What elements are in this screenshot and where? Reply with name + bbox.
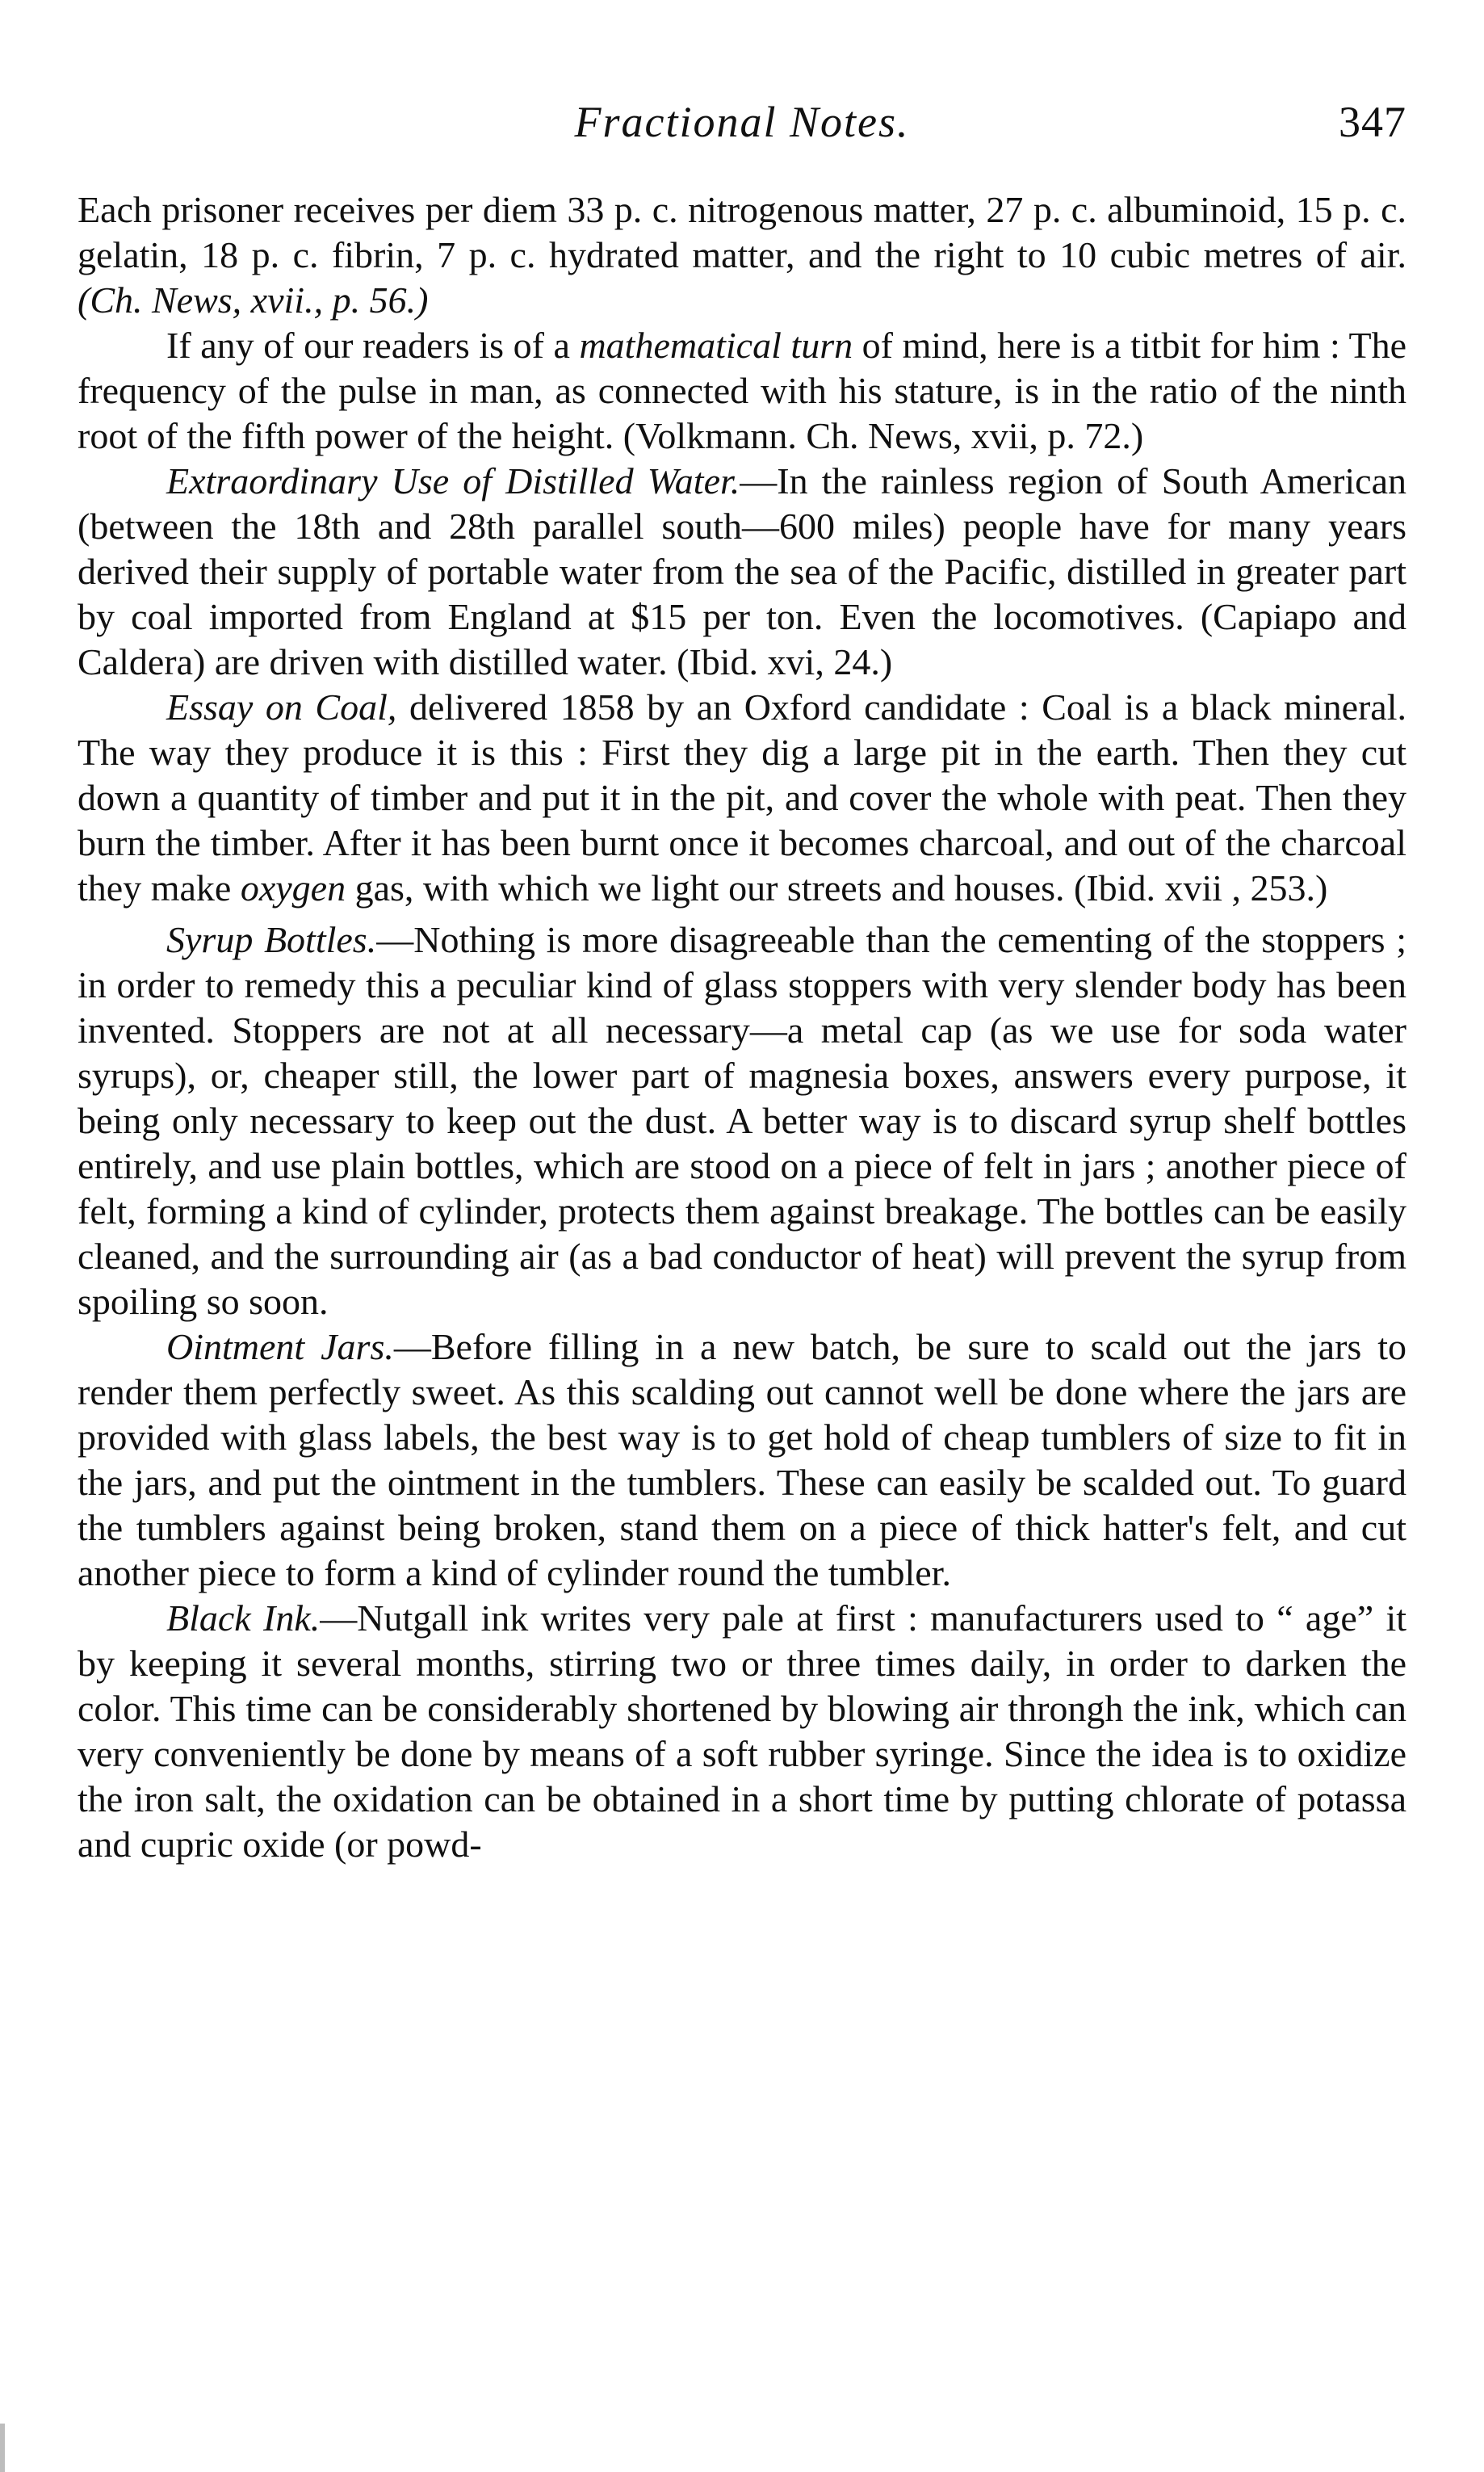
paragraph-syrup-bottles — [78, 917, 1406, 1324]
section-title: Syrup Bottles. — [166, 919, 377, 960]
citation: (Ibid. xvi, 24.) — [677, 641, 893, 682]
citation: (Volkmann. Ch. News, xvii, p. 72.) — [623, 415, 1144, 456]
paragraph-black-ink — [78, 1596, 1406, 1867]
paragraph-essay-on-coal — [78, 685, 1406, 911]
paragraph-text: Each prisoner receives per diem 33 p. c. nitrogenous matter, 27 p. c. albuminoid, 15 p. c. gelatin, 18 p. c. fibrin, 7 p. c. hydrated matter, and the right to 10 cubic metres of air. — [78, 189, 1406, 275]
paragraph-prisoner-diet — [78, 187, 1406, 323]
section-title: Extraordinary Use of Distilled Water. — [166, 460, 740, 502]
citation: (Ch. News, xvii., p. 56.) — [78, 279, 429, 321]
emphasis-text: mathematical turn — [579, 325, 853, 366]
paragraph-text: of mind, here is a titbit for him : The frequency of the pulse in man, as connected with his stature, is in the ratio of the ninth root of the fifth power of the height. — [78, 325, 1406, 456]
paragraph-ointment-jars — [78, 1324, 1406, 1596]
section-title: Ointment Jars. — [166, 1326, 394, 1367]
page-header — [78, 97, 1406, 162]
paragraph-text: —Nothing is more disagreeable than the cementing of the stoppers ; in order to remedy this a peculiar kind of glass stoppers with very slender body has been invented. Stoppers are not at all necessary—a metal cap (as we use for soda water syrups), or, cheaper still, the lower part of magnesia boxes, answers every purpose, it being only necessary to keep out the dust. A better way is to discard syrup shelf bottles entirely, and use plain bottles, which are stood on a piece of felt in jars ; another piece of felt, forming a kind of cylinder, protects them against breakage. The bottles can be easily cleaned, and the surrounding air (as a bad conductor of heat) will prevent the syrup from spoiling so soon. — [78, 919, 1406, 1322]
section-title: Black Ink. — [166, 1597, 321, 1639]
section-title: Essay on Coal, — [166, 686, 397, 728]
emphasis-text: oxygen — [240, 867, 346, 909]
paragraph-distilled-water — [78, 459, 1406, 685]
citation: (Ibid. xvii , 253.) — [1074, 867, 1328, 909]
paragraph-text: —In the rainless region of South American (between the 18th and 28th parallel south—600 miles) people have for many years derived their supply of portable water from the sea of the Pacific, distilled in greater part by coal imported from England at $15 per ton. Even the locomotives. (Capiapo and Caldera) are driven with distilled water. — [78, 460, 1407, 682]
paragraph-text: delivered 1858 by an Oxford candidate : Coal is a black mineral. The way they produce it is this : First they dig a large pit in the earth. Then they cut down a quantity of timber and put it in the pit, and cover the whole with peat. Then they burn the timber. After it has been burnt once it becomes charcoal, and out of the charcoal they make — [78, 686, 1407, 909]
running-title: Fractional Notes. — [574, 98, 910, 146]
paragraph-lead: If any of our readers is of a — [166, 325, 580, 366]
paragraph-text: —Nutgall ink writes very pale at first : manufacturers used to “ age” it by keeping it several months, stirring two or three times daily, in order to darken the color. This time can be considerably shortened by blowing air throngh the ink, which can very conveniently be done by means of a soft rubber syringe. Since the idea is to oxidize the iron salt, the oxidation can be obtained in a short time by putting chlorate of potassa and cupric oxide (or powd- — [78, 1597, 1407, 1865]
paragraph-text: —Before filling in a new batch, be sure to scald out the jars to render them perfectly sweet. As this scalding out cannot well be done where the jars are provided with glass labels, the best way is to get hold of cheap tumblers of size to fit in the jars, and put the ointment in the tumblers. These can easily be scalded out. To guard the tumblers against being broken, stand them on a piece of thick hatter's felt, and cut another piece to form a kind of cylinder round the tumbler. — [78, 1326, 1406, 1593]
page-number: 347 — [1339, 98, 1406, 146]
paragraph-text: gas, with which we light our streets and houses. — [346, 867, 1075, 909]
page-body — [78, 187, 1406, 1867]
paragraph-pulse-ratio — [78, 323, 1406, 459]
scan-edge-mark — [0, 2424, 5, 2472]
